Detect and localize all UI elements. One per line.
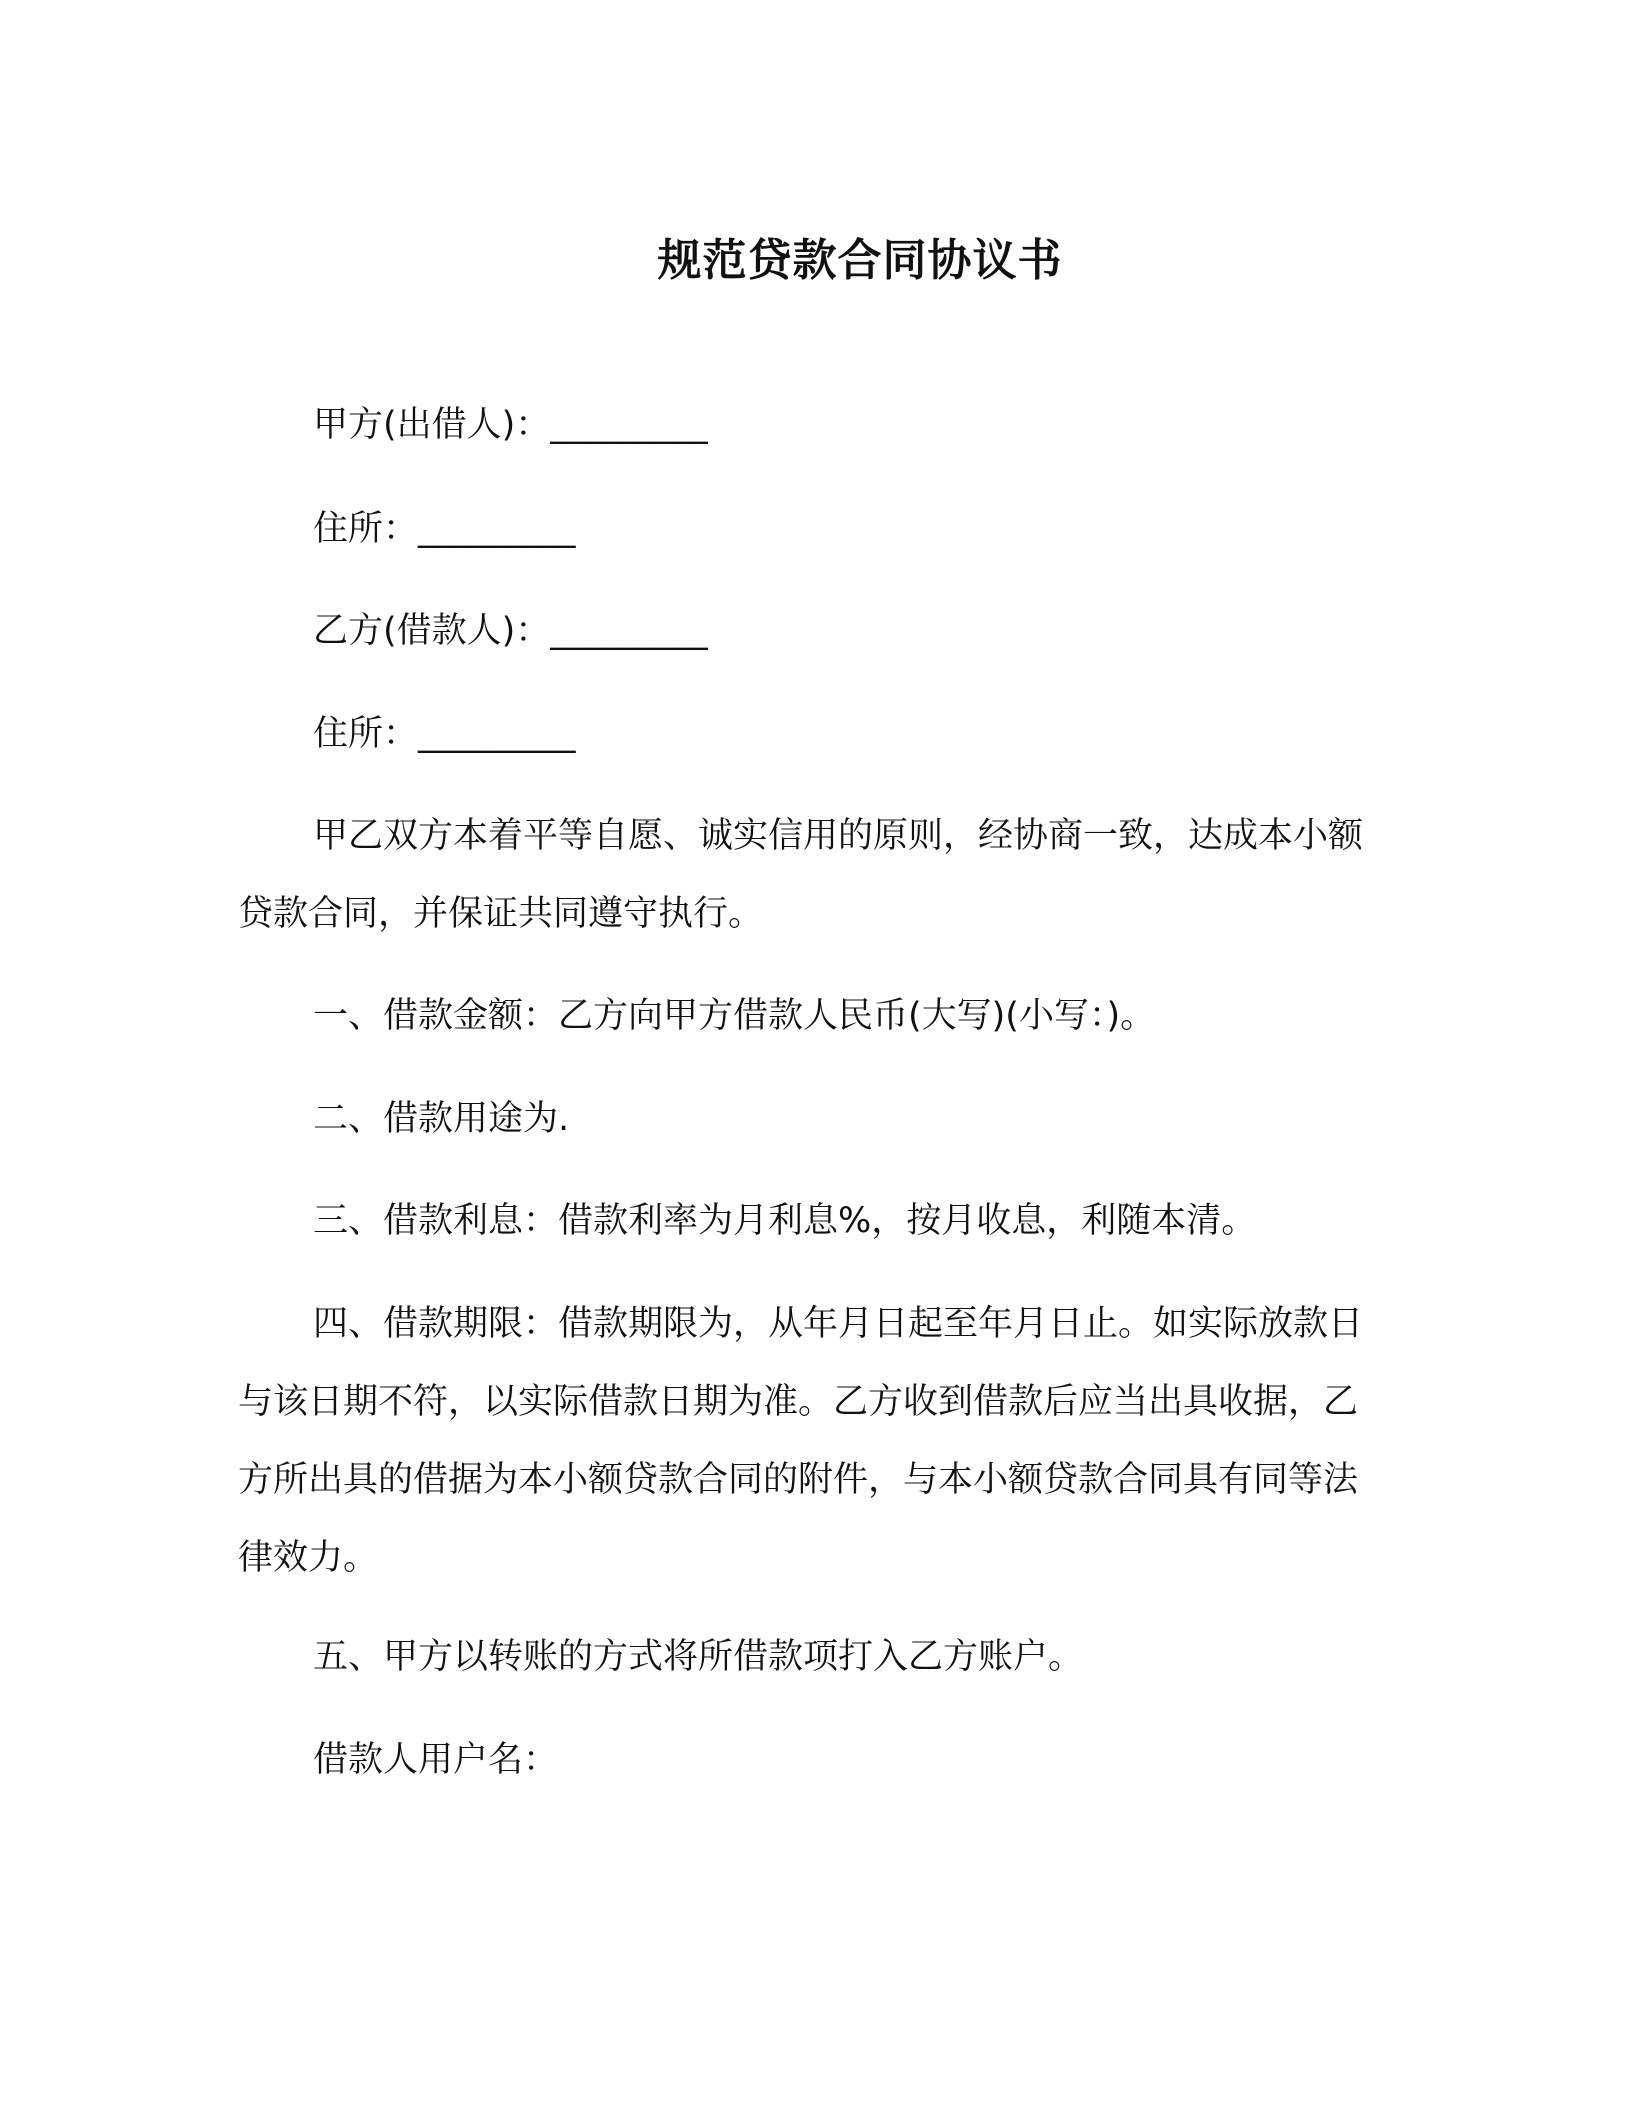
party-a-line: 甲方(出借人)：_________ xyxy=(313,405,708,445)
address-a-line: 住所：_________ xyxy=(313,509,576,549)
party-b-line: 乙方(借款人)：_________ xyxy=(313,611,708,651)
preamble-paragraph: 甲乙双方本着平等自愿、诚实信用的原则，经协商一致，达成本小额贷款合同，并保证共同遵守执行。 xyxy=(238,816,1364,934)
clause-1: 一、借款金额：乙方向甲方借款人民币(大写)(小写：)。 xyxy=(313,996,1156,1036)
clause-2: 二、借款用途为. xyxy=(313,1099,570,1139)
clause-4-paragraph: 四、借款期限：借款期限为，从年月日起至年月日止。如实际放款日与该日期不符，以实际借款日期为准。乙方收到借款后应当出具收据，乙方所出具的借据为本小额贷款合同的附件，与本小额贷款合同具有同等法律效力。 xyxy=(238,1304,1364,1578)
clause-5: 五、甲方以转账的方式将所借款项打入乙方账户。 xyxy=(313,1637,1084,1677)
clause-3: 三、借款利息：借款利率为月利息%，按月收息，利随本清。 xyxy=(313,1201,1257,1241)
address-b-line: 住所：_________ xyxy=(313,714,576,754)
account-name-line: 借款人用户名： xyxy=(313,1740,559,1780)
document-title: 规范贷款合同协议书 xyxy=(657,235,1063,286)
